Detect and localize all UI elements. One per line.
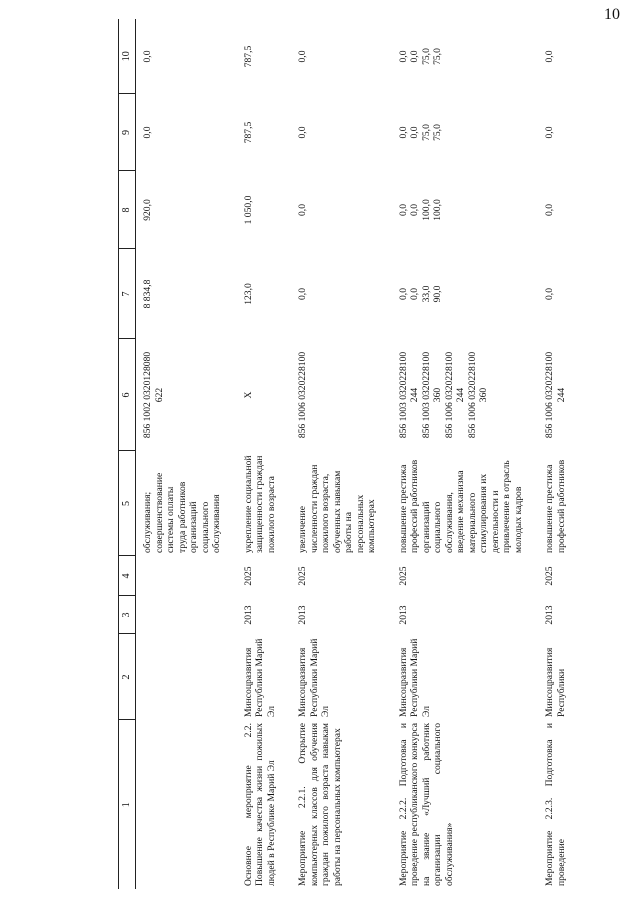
expected-result-cell xyxy=(392,451,539,556)
start-year-cell xyxy=(136,596,237,634)
cell-text: увеличение численности граждан пожилого возраста, обученных навыкам работы на персональных компьютерах xyxy=(297,464,377,553)
column-number: 3 xyxy=(119,596,136,634)
program-activities-table xyxy=(118,19,581,889)
cell-line: 75,0 xyxy=(432,124,443,141)
column-number: 7 xyxy=(119,249,136,339)
amount-col7-cell xyxy=(538,249,581,339)
executor-cell xyxy=(291,634,392,720)
cell-text: 0,0 xyxy=(142,126,153,139)
end-year-cell xyxy=(136,556,237,596)
cell-text: повышение престижа профессий работников организаций социального обслуживания, введение механизма материального стимулирования их деятельности и привлечение в отрасль молодых кадров xyxy=(397,459,524,553)
budget-code-cell xyxy=(538,339,581,451)
cell-text: 2025 xyxy=(242,566,254,586)
rotated-table-area xyxy=(118,19,639,889)
cell-text: Основное мероприятие 2.2. Повышение качества жизни пожилых людей в Республике Марий Эл xyxy=(242,723,277,886)
end-year-cell xyxy=(237,556,292,596)
amount-col9-cell xyxy=(136,94,237,171)
table-row xyxy=(291,19,392,889)
cell-line: 0,0 xyxy=(409,126,420,139)
cell-line: 856 1003 0320228100 xyxy=(397,351,409,439)
start-year-cell xyxy=(291,596,392,634)
cell-text: повышение престижа профессий работников xyxy=(544,459,567,553)
amount-col7-cell xyxy=(291,249,392,339)
amount-col9-cell xyxy=(392,94,539,171)
page-number: 10 xyxy=(604,6,620,23)
start-year-cell xyxy=(538,596,581,634)
cell-line: 100,0 xyxy=(432,199,443,221)
cell-line: 0,0 xyxy=(397,204,409,216)
cell-text: 0,0 xyxy=(297,288,308,300)
cell-line: 75,0 xyxy=(420,48,432,65)
start-year-cell xyxy=(392,596,539,634)
activity-name-cell xyxy=(237,720,292,889)
cell-line: 856 1006 0320228100 xyxy=(297,351,308,439)
table-row xyxy=(538,19,581,889)
cell-line: 244 xyxy=(555,387,567,403)
amount-col8-cell xyxy=(136,171,237,249)
cell-text: 0,0 xyxy=(544,288,555,300)
amount-col10-cell xyxy=(136,19,237,94)
end-year-cell xyxy=(392,556,539,596)
cell-text: Минсоцразвития Республики Марий Эл xyxy=(297,638,331,717)
executor-cell xyxy=(538,634,581,720)
cell-line: 360 xyxy=(432,387,443,403)
cell-line: 75,0 xyxy=(432,48,443,65)
cell-line: X xyxy=(242,391,254,399)
cell-text: 1 050,0 xyxy=(242,195,254,225)
amount-col9-cell xyxy=(237,94,292,171)
cell-line: 33,0 xyxy=(420,285,432,303)
activity-name-cell xyxy=(538,720,581,889)
expected-result-cell xyxy=(237,451,292,556)
cell-text: Мероприятие 2.2.2. Подготовка и проведение республиканского конкурса на звание «Лучший работник организации социального обслуживания» xyxy=(397,723,455,886)
budget-code-cell xyxy=(392,339,539,451)
cell-line: 0,0 xyxy=(397,50,409,63)
cell-text: 2025 xyxy=(397,566,409,586)
activity-name-cell xyxy=(392,720,539,889)
cell-text: 2013 xyxy=(242,605,254,625)
column-number: 4 xyxy=(119,556,136,596)
amount-col9-cell xyxy=(538,94,581,171)
cell-line: 0,0 xyxy=(409,288,420,300)
column-number: 9 xyxy=(119,94,136,171)
cell-line: 856 1006 0320228100 xyxy=(544,351,555,439)
cell-text: 8 834,8 xyxy=(142,279,153,309)
amount-col9-cell xyxy=(291,94,392,171)
activity-name-cell xyxy=(136,720,237,889)
expected-result-cell xyxy=(538,451,581,556)
table-row xyxy=(237,19,292,889)
budget-code-cell xyxy=(291,339,392,451)
column-number: 2 xyxy=(119,634,136,720)
cell-line: 856 1006 0320228100 xyxy=(443,351,455,439)
end-year-cell xyxy=(291,556,392,596)
amount-col10-cell xyxy=(392,19,539,94)
cell-text: Минсоцразвития Республики Марий Эл xyxy=(397,638,432,717)
amount-col10-cell xyxy=(237,19,292,94)
cell-text: Минсоцразвития Республики Марий Эл xyxy=(242,638,277,717)
column-number: 10 xyxy=(119,19,136,94)
cell-line: 622 xyxy=(153,387,165,403)
amount-col7-cell xyxy=(237,249,292,339)
cell-line: 856 1003 0320228100 xyxy=(420,351,432,439)
cell-text: 123,0 xyxy=(242,283,254,305)
cell-text: 2013 xyxy=(297,605,308,625)
column-number: 6 xyxy=(119,339,136,451)
amount-col10-cell xyxy=(291,19,392,94)
executor-cell xyxy=(392,634,539,720)
table-body xyxy=(136,19,582,889)
amount-col8-cell xyxy=(538,171,581,249)
start-year-cell xyxy=(237,596,292,634)
activity-name-cell xyxy=(291,720,392,889)
cell-text: 2013 xyxy=(397,605,409,625)
cell-text: Мероприятие 2.2.1. Открытие компьютерных классов для обучения граждан пожилого возраста навыкам работы на персональных компьютерах xyxy=(297,723,343,886)
amount-col8-cell xyxy=(291,171,392,249)
cell-line: 856 1006 0320228100 xyxy=(466,351,478,439)
budget-code-cell xyxy=(136,339,237,451)
cell-text: укрепление социальной защищенности граждан пожилого возраста xyxy=(242,455,277,553)
cell-text: 0,0 xyxy=(544,204,555,216)
cell-line: 0,0 xyxy=(397,126,409,139)
cell-line: 244 xyxy=(455,387,466,403)
cell-text: 787,5 xyxy=(242,121,254,144)
budget-code-cell xyxy=(237,339,292,451)
cell-text: 2013 xyxy=(544,605,555,625)
cell-text: 0,0 xyxy=(142,50,153,63)
cell-line: 0,0 xyxy=(409,50,420,63)
cell-text: обслуживания; совершенствование системы оплаты труда работников организаций социального обслуживания xyxy=(142,472,222,553)
end-year-cell xyxy=(538,556,581,596)
executor-cell xyxy=(237,634,292,720)
cell-text: 2025 xyxy=(544,566,555,586)
amount-col8-cell xyxy=(392,171,539,249)
cell-line: 90,0 xyxy=(432,285,443,303)
table-row xyxy=(136,19,237,889)
cell-text: 0,0 xyxy=(297,204,308,216)
column-number: 8 xyxy=(119,171,136,249)
cell-text: 0,0 xyxy=(544,50,555,63)
cell-line: 75,0 xyxy=(420,124,432,141)
cell-text: 0,0 xyxy=(544,126,555,139)
amount-col10-cell xyxy=(538,19,581,94)
cell-text: 787,5 xyxy=(242,45,254,68)
table-row xyxy=(392,19,539,889)
cell-text: 920,0 xyxy=(142,199,153,221)
cell-line: 0,0 xyxy=(409,204,420,216)
column-number: 1 xyxy=(119,720,136,889)
cell-line: 0,0 xyxy=(397,288,409,300)
amount-col7-cell xyxy=(392,249,539,339)
executor-cell xyxy=(136,634,237,720)
cell-text: 0,0 xyxy=(297,126,308,139)
cell-text: Минсоцразвития Республики xyxy=(544,647,567,717)
column-number: 5 xyxy=(119,451,136,556)
cell-text: 2025 xyxy=(297,566,308,586)
amount-col8-cell xyxy=(237,171,292,249)
cell-line: 856 1002 0320128080 xyxy=(142,351,153,439)
cell-text: 0,0 xyxy=(297,50,308,63)
cell-line: 100,0 xyxy=(420,199,432,221)
cell-line: 244 xyxy=(409,387,420,403)
expected-result-cell xyxy=(291,451,392,556)
expected-result-cell xyxy=(136,451,237,556)
cell-line: 360 xyxy=(478,387,489,403)
amount-col7-cell xyxy=(136,249,237,339)
column-numbers-row xyxy=(119,19,136,889)
cell-text: Мероприятие 2.2.3. Подготовка и проведение xyxy=(544,723,567,886)
